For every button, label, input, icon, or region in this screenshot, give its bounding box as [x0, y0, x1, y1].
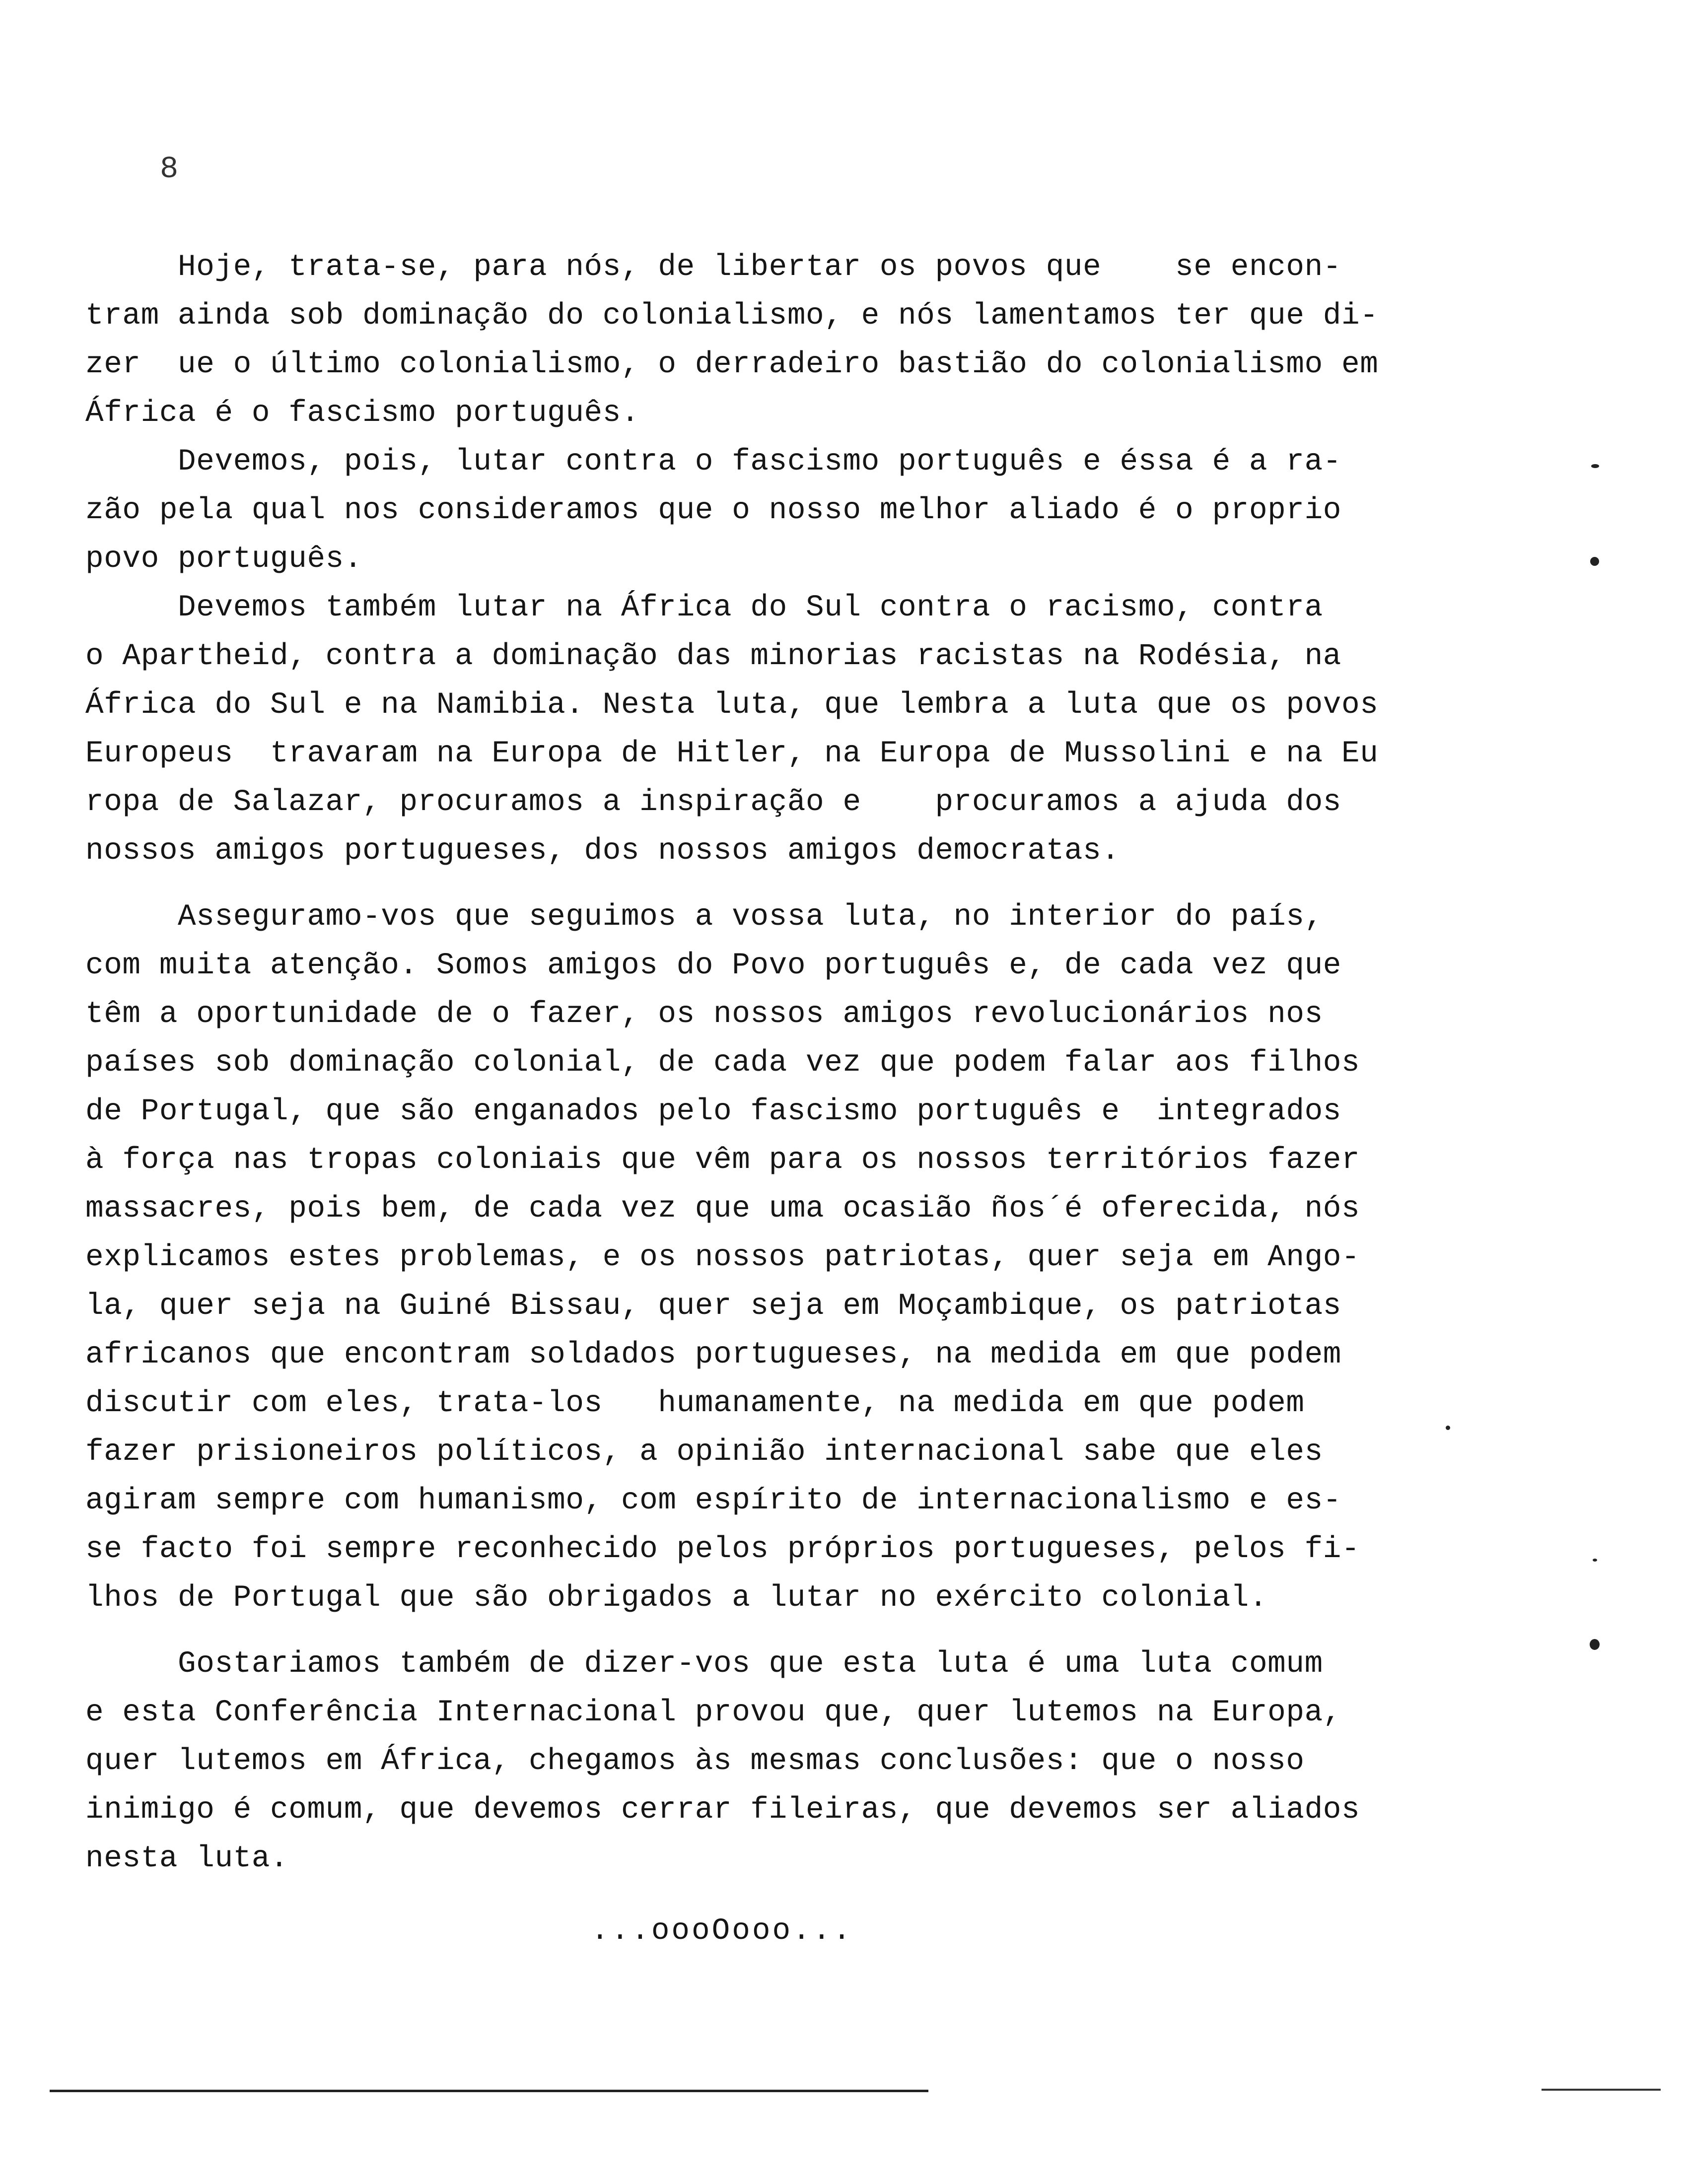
text-line: massacres, pois bem, de cada vez que uma ocasião ños´é oferecida, nós: [85, 1192, 1360, 1226]
body-text: [85, 243, 1436, 1883]
paragraph-4: [85, 893, 1436, 1623]
text-line: africanos que encontram soldados portugueses, na medida em que podem: [85, 1338, 1342, 1372]
footer-rule-short: [1542, 2089, 1661, 2091]
paragraph-2: [85, 438, 1436, 584]
text-line: ropa de Salazar, procuramos a inspiração e procuramos a ajuda dos: [85, 785, 1342, 819]
text-line: à força nas tropas coloniais que vêm para os nossos territórios fazer: [85, 1143, 1360, 1177]
margin-speck: [1446, 1426, 1450, 1430]
text-line: Devemos também lutar na África do Sul contra o racismo, contra: [85, 591, 1323, 625]
text-line: Devemos, pois, lutar contra o fascismo português e éssa é a ra-: [85, 445, 1342, 479]
margin-speck: [1590, 1639, 1600, 1650]
text-line: zão pela qual nos consideramos que o nosso melhor aliado é o proprio: [85, 493, 1342, 528]
text-line: quer lutemos em África, chegamos às mesmas conclusões: que o nosso: [85, 1744, 1305, 1778]
paragraph-spacer: [85, 876, 1436, 893]
text-line: agiram sempre com humanismo, com espírito de internacionalismo e es-: [85, 1484, 1342, 1518]
text-line: Europeus travaram na Europa de Hitler, na Europa de Mussolini e na Eu: [85, 737, 1379, 771]
text-line: zer ue o último colonialismo, o derradeiro bastião do colonialismo em: [85, 347, 1379, 382]
page-number: 8: [160, 151, 179, 187]
text-line: nesta luta.: [85, 1842, 289, 1876]
text-line: inimigo é comum, que devemos cerrar fileiras, que devemos ser aliados: [85, 1793, 1360, 1827]
text-line: explicamos estes problemas, e os nossos patriotas, quer seja em Ango-: [85, 1240, 1360, 1275]
text-line: de Portugal, que são enganados pelo fascismo português e integrados: [85, 1094, 1342, 1129]
text-line: se facto foi sempre reconhecido pelos próprios portugueses, pelos fi-: [85, 1532, 1360, 1567]
text-line: países sob dominação colonial, de cada vez que podem falar aos filhos: [85, 1046, 1360, 1080]
text-line: África do Sul e na Namibia. Nesta luta, que lembra a luta que os povos: [85, 688, 1379, 722]
text-line: com muita atenção. Somos amigos do Povo português e, de cada vez que: [85, 949, 1342, 983]
footer-rule: [50, 2090, 928, 2092]
text-line: fazer prisioneiros políticos, a opinião internacional sabe que eles: [85, 1435, 1323, 1469]
text-line: Asseguramo-vos que seguimos a vossa luta, no interior do país,: [85, 900, 1323, 934]
text-line: África é o fascismo português.: [85, 396, 640, 430]
text-line: discutir com eles, trata-los humanamente, na medida em que podem: [85, 1386, 1305, 1421]
text-line: povo português.: [85, 542, 363, 576]
text-line: o Apartheid, contra a dominação das minorias racistas na Rodésia, na: [85, 639, 1342, 674]
text-line: lhos de Portugal que são obrigados a lutar no exército colonial.: [85, 1581, 1268, 1615]
text-line: tram ainda sob dominação do colonialismo, e nós lamentamos ter que di-: [85, 299, 1379, 333]
text-line: Hoje, trata-se, para nós, de libertar os povos que se encon-: [85, 250, 1342, 284]
text-line: nossos amigos portugueses, dos nossos amigos democratas.: [85, 834, 1120, 868]
closing-ornament: ...oooOooo...: [591, 1914, 853, 1948]
paragraph-3: [85, 584, 1436, 876]
margin-speck: [1591, 464, 1599, 468]
paragraph-spacer: [85, 1623, 1436, 1640]
text-line: la, quer seja na Guiné Bissau, quer seja em Moçambique, os patriotas: [85, 1289, 1342, 1323]
paragraph-5: [85, 1640, 1436, 1883]
paragraph-1: [85, 243, 1436, 438]
text-line: têm a oportunidade de o fazer, os nossos amigos revolucionários nos: [85, 997, 1323, 1031]
margin-speck: [1590, 557, 1599, 566]
margin-speck: [1593, 1559, 1597, 1562]
text-line: Gostariamos também de dizer-vos que esta luta é uma luta comum: [85, 1647, 1323, 1681]
text-line: e esta Conferência Internacional provou que, quer lutemos na Europa,: [85, 1696, 1342, 1730]
